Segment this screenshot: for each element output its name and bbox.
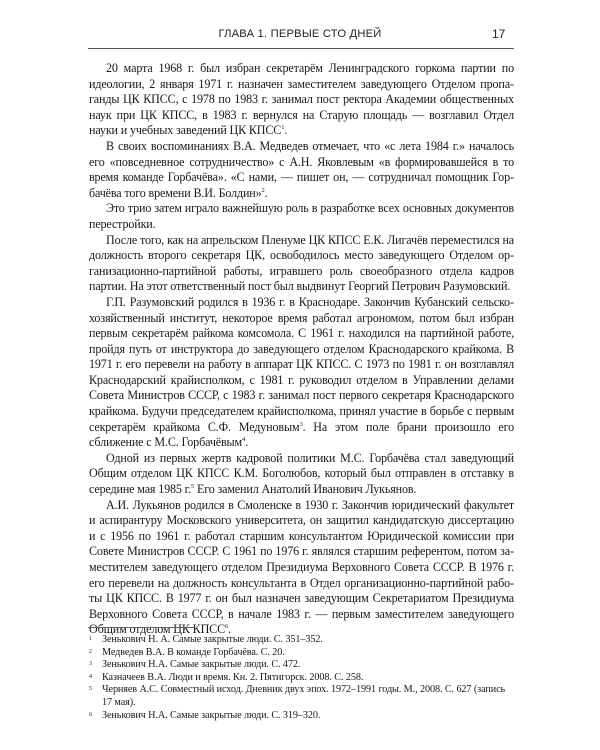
header-rule <box>88 48 514 49</box>
paragraph-tail: Его заменил Анатолий Иванович Лукьянов. <box>194 482 417 497</box>
paragraph-1 <box>89 61 514 139</box>
footnote-mark: 6 <box>89 711 92 718</box>
paragraph-5 <box>89 295 514 451</box>
paragraph-tail: . <box>245 435 248 450</box>
footnotes <box>89 634 515 722</box>
footnote-1 <box>89 634 515 647</box>
footnote-3 <box>89 659 515 672</box>
page-number: 17 <box>492 27 506 41</box>
paragraph-text: В своих воспоминаниях В.А. Медведев отмечает, что «с лета 1984 г.» началось его «повседневное сотрудничество» с А.Н. Яковлевым «в формировавшейся в то время команде Горбачёва». «С нами, — пишет он, — сотрудничал помощник Горбачёва того времени В.И. Болдин» <box>89 138 514 200</box>
footnote-ref: 6 <box>225 623 229 631</box>
footnote-mark: 4 <box>89 673 92 680</box>
paragraph-tail: . <box>228 622 232 637</box>
footnote-mark: 2 <box>89 648 92 655</box>
footnote-text: Черняев А.С. Совместный исход. Дневник двух эпох. 1972–1991 годы. М., 2008. С. 627 (запись 17 мая). <box>102 684 506 708</box>
footnote-rule <box>88 627 194 628</box>
footnote-ref: 3 <box>299 420 303 428</box>
paragraph-text: А.И. Лукьянов родился в Смоленске в 1930 г. Закончив юридический факультет и аспирантуру Московского университета, он защитил кандидатскую диссертацию и с 1956 по 1961 г. работал старшим консультантом Юридической комиссии при Совете Министров СССР. С 1961 по 1976 г. являлся старшим референтом, потом заместителем заведующего отделом Президиума Верховного Совета СССР. В 1976 г. его перевели на должность консультанта в Отдел организационно-партийной работы ЦК КПСС. В 1977 г. он был назначен заведующим Секретариатом Президиума Верховного Совета СССР, в начале 1983 г. — первым заместителем заведующего Общим отделом ЦК КПСС <box>89 497 514 637</box>
paragraph-tail: . <box>284 123 288 138</box>
footnote-text: Казначеев В.А. Люди и время. Кн. 2. Пятигорск. 2008. С. 258. <box>102 671 364 683</box>
paragraph-text: Это трио затем играло важнейшую роль в разработке всех основных документов перестройки. <box>89 201 514 231</box>
body-text <box>89 61 514 638</box>
paragraph-tail: . <box>264 185 268 200</box>
footnote-5 <box>89 684 515 709</box>
footnote-mark: 3 <box>89 661 92 668</box>
footnote-text: Зенькович Н. А. Самые закрытые люди. С. 351–352. <box>102 634 323 645</box>
paragraph-2 <box>89 139 514 201</box>
footnote-ref: 2 <box>261 186 265 194</box>
paragraph-text: Г.П. Разумовский родился в 1936 г. в Краснодаре. Закончив Кубанский сельскохозяйственный институт, некоторое время работал агрономом, потом был избран первым секретарём райкома комсомола. С 1961 г. находился на партийной работе, пройдя путь от инструктора до заведующего отделом Краснодарского крайкома. В 1971 г. его перевели на работу в аппарат ЦК КПСС. С 1973 по 1981 г. он возглавлял Краснодарский крайисполком, с 1981 г. руководил отделом в Управлении делами Совета Министров СССР, с 1983 г. занимал пост первого секретаря Краснодарского крайкома. Будучи председателем крайисполкома, принял участие в борьбе с первым секретарём крайкома С.Ф. Медуновым <box>89 294 514 434</box>
paragraph-tail: . На этом поле брани произошло его сближение с М.С. Горбачёвым <box>89 419 514 450</box>
footnote-mark: 5 <box>89 686 92 693</box>
footnote-text: Зенькович Н.А. Самые закрытые люди. С. 319–320. <box>102 709 321 721</box>
paragraph-text: После того, как на апрельском Пленуме ЦК КПСС Е.К. Лигачёв переместился на должность второго секретаря ЦК, освободилось место заведующего Отделом организационно-партийной работы, игравшего роль своеобразного отдела кадров партии. На этот ответственный пост был выдвинут Георгий Петрович Разумовский. <box>89 232 514 294</box>
paragraph-3 <box>89 201 514 232</box>
footnote-text: Зенькович Н.А. Самые закрытые люди. С. 472. <box>102 659 301 671</box>
paragraph-text: 20 марта 1968 г. был избран секретарём Ленинградского горкома партии по идеологии, 2 января 1971 г. назначен заместителем заведующего Отделом пропаганды ЦК КПСС, с 1978 по 1983 г. занимал пост ректора Академии общественных наук при ЦК КПСС, в 1983 г. вернулся на Старую площадь — возглавил Отдел науки и учебных заведений ЦК КПСС <box>89 61 514 138</box>
running-header-title: ГЛАВА 1. ПЕРВЫЕ СТО ДНЕЙ <box>218 28 382 40</box>
paragraph-4 <box>89 233 514 295</box>
footnote-text: Медведев В.А. В команде Горбачёва. С. 20. <box>102 646 285 658</box>
footnote-ref: 1 <box>281 124 285 132</box>
paragraph-6 <box>89 451 514 498</box>
footnote-ref: 5 <box>190 483 195 491</box>
footnote-mark: 1 <box>89 636 92 642</box>
footnote-4 <box>89 672 515 685</box>
paragraph-text: Одной из первых жертв кадровой политики М.С. Горбачёва стал заведующий Общим отделом ЦК КПСС К.М. Боголюбов, который был отправлен в отставку в середине мая 1985 г. <box>89 450 514 497</box>
footnote-2 <box>89 647 515 660</box>
footnote-6 <box>89 710 515 723</box>
footnote-ref: 4 <box>242 436 246 444</box>
paragraph-7 <box>89 498 514 638</box>
